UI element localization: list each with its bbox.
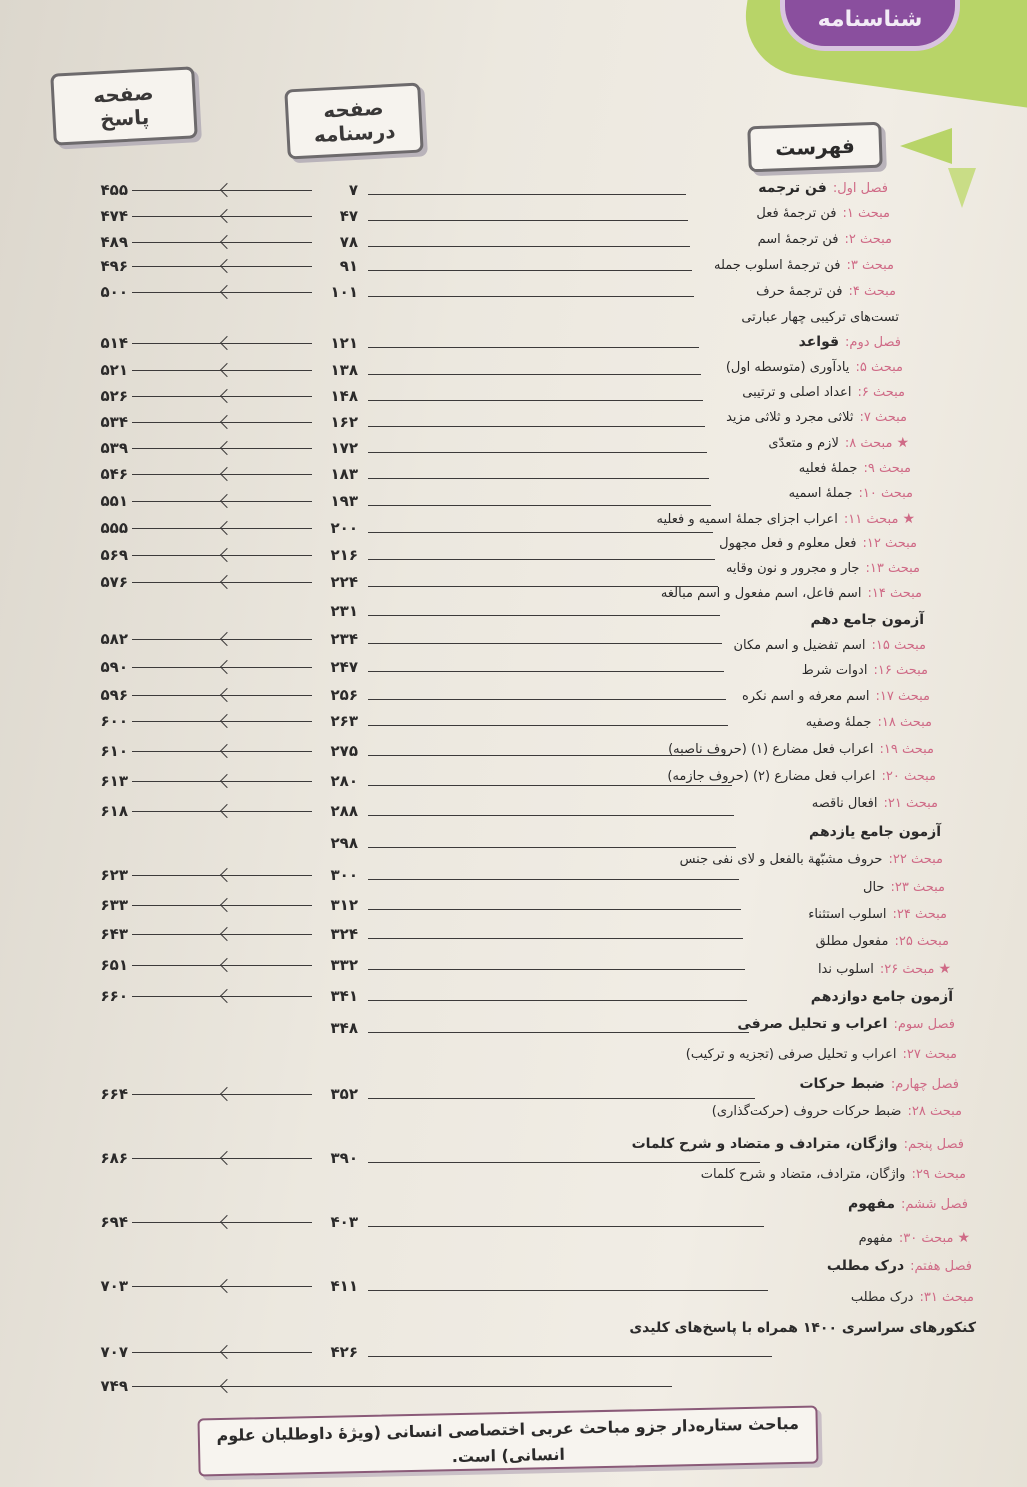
lesson-page-number: ۱۳۸ [330,361,358,379]
lesson-page-number: ۱۷۲ [330,439,358,457]
lesson-page-number: ۲۵۶ [330,686,358,704]
answer-page-number: ۶۶۰ [100,987,128,1005]
lesson-page-number: ۲۳۱ [330,602,358,620]
toc-row [0,178,1027,202]
toc-row-label: مبحث ۳۱: [919,1290,974,1305]
answer-page-number: ۵۱۴ [100,334,128,352]
toc-row-label: فصل سوم: [893,1017,955,1032]
lesson-page-number: ۱۶۲ [330,413,358,431]
toc-row [0,1074,1027,1098]
toc-row-title [756,204,890,224]
toc-row-name: اسم تفضیل و اسم مکان [733,638,866,653]
answer-header-line2: پاسخ [99,104,150,132]
star-icon: ★ [957,1230,970,1246]
toc-row-name: حروف مشبّهة بالفعل و لای نفی جنس [679,852,883,867]
toc-row-title [737,1014,955,1035]
lesson-page-number: ۳۳۲ [330,956,358,974]
toc-row-name: ضبط حرکات [799,1076,885,1092]
toc-row [0,332,1027,356]
toc-row-title [863,878,945,898]
toc-row-name: یادآوری (متوسطه اول) [725,360,850,375]
answer-page-number: ۵۴۶ [100,465,128,483]
lesson-page-number: ۳۹۰ [330,1149,358,1167]
toc-row-title [812,794,938,814]
toc-row-title [686,1045,957,1065]
lesson-page-number: ۲۳۴ [330,630,358,648]
dotted-leader [368,347,699,348]
dotted-leader [368,426,705,427]
lesson-page-number: ۱۹۳ [330,492,358,510]
toc-row [0,308,1027,332]
toc-row-title [756,282,896,302]
lesson-page-number: ۴۲۶ [330,1343,358,1361]
dotted-leader [368,296,694,297]
lesson-page-number: ۳۲۴ [330,925,358,943]
toc-row-label: مبحث ۲۵: [894,934,949,949]
lesson-page-number: ۹۱ [339,257,358,275]
dotted-leader [368,246,690,247]
answer-page-number: ۷۴۹ [100,1377,128,1395]
toc-row-name: ادوات شرط [801,663,868,678]
arrow-left-icon [220,235,234,249]
answer-page-number: ۴۸۹ [100,233,128,251]
lesson-page-number: ۱۲۱ [330,334,358,352]
toc-row-name: قواعد [798,334,840,350]
toc-row [0,433,1027,457]
answer-page-number: ۶۱۸ [100,802,128,820]
toc-row-title [851,1288,974,1308]
answer-page-number: ۵۸۲ [100,630,128,648]
arrow-left-icon [220,336,234,350]
star-icon: ★ [896,435,909,451]
answer-arrow-line [132,1386,672,1387]
lesson-page-number: ۲۶۳ [330,712,358,730]
answer-page-number: ۶۰۰ [100,712,128,730]
toc-row-title [733,636,926,656]
toc-row-label: فصل چهارم: [890,1077,959,1092]
toc-row [0,1134,1027,1158]
toc-row-title [806,713,932,733]
arrow-left-icon [220,183,234,197]
arrow-left-icon [220,467,234,481]
lesson-page-number: ۱۰۱ [330,283,358,301]
lesson-header-line2: درسنامه [313,118,397,148]
lesson-page-number: ۳۰۰ [330,866,358,884]
toc-row-title [632,1134,964,1155]
toc-row-title [799,459,911,479]
toc-row-title [680,850,943,870]
answer-page-number: ۶۲۳ [100,866,128,884]
dotted-leader [368,270,692,271]
dotted-leader [368,194,686,195]
dotted-leader [368,847,736,848]
toc-row-label: مبحث ۱۶: [873,663,928,678]
toc-row-title [758,230,892,250]
lesson-page-number: ۴۰۳ [330,1213,358,1231]
toc-row-title [811,610,924,631]
toc-row-label: مبحث ۲۴: [892,907,947,922]
toc-row-title [668,740,934,760]
toc-row [0,282,1027,306]
toc-row-label: مبحث ۵: [855,360,903,375]
dotted-leader [368,220,688,221]
arrow-left-icon [220,259,234,273]
dotted-leader [368,478,709,479]
answer-page-number: ۶۶۴ [100,1085,128,1103]
toc-row-title [758,178,888,199]
dotted-leader [368,1098,755,1099]
toc-row-label: مبحث ۲: [844,232,892,247]
toc-title: فهرست [747,122,883,173]
lesson-page-number: ۳۴۸ [330,1019,358,1037]
arrow-left-icon [220,441,234,455]
toc-row-name: فن ترجمهٔ اسم [757,232,839,247]
toc-row-name: جملهٔ فعلیه [798,461,858,476]
toc-row-name: آزمون جامع دوازدهم [810,989,953,1005]
toc-row-label: مبحث ۲۶: [879,962,935,977]
lesson-page-number: ۲۹۸ [330,834,358,852]
lesson-header-line1: صفحه [322,95,385,123]
toc-row-label: مبحث ۲۱: [883,796,938,811]
toc-row [0,1194,1027,1218]
toc-row-name: افعال ناقصه [811,796,878,811]
toc-row-label: مبحث ۱۵: [871,638,926,653]
toc-row-title [848,1194,968,1215]
lesson-page-number: ۳۱۲ [330,896,358,914]
lesson-page-number: ۲۸۸ [330,802,358,820]
toc-row-label: مبحث ۲۲: [888,852,943,867]
toc-row-name: آزمون جامع دهم [810,612,924,628]
lesson-page-number: ۱۴۸ [330,387,358,405]
dotted-leader [368,505,711,506]
toc-row-name: جار و مجرور و نون وقایه [725,561,860,576]
lesson-page-number: ۳۴۱ [330,987,358,1005]
dotted-leader [368,452,707,453]
toc-row-name: واژگان، مترادف، متضاد و شرح کلمات [700,1167,906,1182]
toc-row [0,559,1027,591]
arrow-left-icon [220,415,234,429]
toc-row-label: مبحث ۲۸: [907,1104,962,1119]
toc-row-name: مفعول مطلق [815,934,889,949]
toc-row-label: مبحث ۱۷: [875,689,930,704]
toc-row-name: فن ترجمهٔ حرف [756,284,843,299]
toc-row-label: مبحث ۴: [848,284,896,299]
answer-page-number: ۵۰۰ [100,283,128,301]
answer-page-number: ۵۲۶ [100,387,128,405]
toc-row-title [818,959,951,980]
toc-row-label: مبحث ۱۱: [843,512,899,527]
toc-row-name: تست‌های ترکیبی چهار عبارتی [741,310,899,325]
toc-row-name: درک مطلب [850,1290,914,1305]
toc-row-name: اعراب فعل مضارع (۱) (حروف ناصبه) [668,742,874,757]
toc-row-title [809,822,941,843]
toc-row-name: اعراب و تحلیل صرفی [737,1016,888,1032]
answer-page-number: ۶۴۳ [100,925,128,943]
toc-row [0,987,1027,1011]
toc-row-label: مبحث ۲۷: [902,1047,957,1062]
toc-row [0,1014,1027,1038]
toc-row-label: فصل پنجم: [903,1137,964,1152]
toc-row-label: فصل دوم: [845,335,901,350]
toc-row [0,230,1027,254]
toc-row-label: مبحث ۱۳: [865,561,920,576]
answer-page-number: ۶۱۳ [100,772,128,790]
toc-row [0,509,1027,537]
dotted-leader [368,532,713,533]
toc-row-name: جملهٔ اسمیه [788,486,853,501]
answer-page-number: ۵۵۱ [100,492,128,510]
lesson-page-number: ۷ [348,181,358,199]
toc-row-title [742,687,930,707]
lesson-page-number: ۲۴۷ [330,658,358,676]
answer-page-number: ۵۹۰ [100,658,128,676]
answer-page-number: ۴۹۶ [100,257,128,275]
toc-row-title [701,1165,966,1185]
answer-page-number: ۶۹۴ [100,1213,128,1231]
answer-header-line1: صفحه [92,80,155,108]
toc-row-title [799,332,901,353]
toc-row-label: مبحث ۹: [863,461,911,476]
answer-page-number: ۶۸۶ [100,1149,128,1167]
lesson-page-number: ۲۱۶ [330,546,358,564]
star-icon: ★ [938,961,951,977]
toc-row-name: اعراب فعل مضارع (۲) (حروف جازمه) [667,769,876,784]
toc-row-name: ضبط حرکات حروف (حرکت‌گذاری) [711,1104,902,1119]
toc-row-title [712,1102,962,1122]
toc-row-title [714,256,894,276]
toc-row-name: ثلاثی مجرد و ثلاثی مزید [726,410,854,425]
toc-row-label: مبحث ۲۳: [890,880,945,895]
arrow-left-icon [220,389,234,403]
toc-row [0,408,1027,432]
dotted-leader [368,1356,772,1357]
toc-row-label: مبحث ۱۲: [862,536,917,551]
toc-row-name: جملهٔ وصفیه [805,715,872,730]
toc-row-label: مبحث ۸: [844,436,893,451]
toc-row-title [726,358,903,378]
lesson-page-number: ۱۸۳ [330,465,358,483]
toc-row-title [719,534,917,554]
corner-tag: شناسنامه [785,0,955,46]
toc-row [0,358,1027,382]
toc-row-label: مبحث ۱۹: [879,742,934,757]
toc-row [0,1256,1027,1280]
toc-row-name: فن ترجمه [758,180,827,196]
toc-row-name: کنکورهای سراسری ۱۴۰۰ همراه با پاسخ‌های کلیدی [629,1320,976,1336]
toc-row [0,459,1027,483]
arrow-left-icon [220,209,234,223]
toc-row-name: اسلوب ندا [817,962,874,977]
toc-row [0,204,1027,228]
toc-row-name: اسم معرفه و اسم نکره [741,689,870,704]
lesson-page-number: ۷۸ [339,233,358,251]
answer-page-number: ۵۳۹ [100,439,128,457]
toc-row [0,484,1027,508]
toc-row-name: فعل معلوم و فعل مجهول [719,536,857,551]
toc-row-name: لازم و متعدّی [768,436,839,451]
answer-page-number: ۷۰۷ [100,1343,128,1361]
answer-page-number: ۴۷۴ [100,207,128,225]
toc-row-title [726,559,920,579]
toc-row-label: مبحث ۷: [859,410,907,425]
answer-page-number: ۴۵۵ [100,181,128,199]
dotted-leader [368,1162,760,1163]
answer-page-number: ۶۱۰ [100,742,128,760]
toc-row-title [661,584,922,604]
arrow-left-icon [220,494,234,508]
answer-page-number: ۵۵۵ [100,519,128,537]
toc-row-title [808,905,947,925]
arrow-left-icon [220,1379,234,1393]
toc-row [0,256,1027,280]
toc-row-title [726,408,907,428]
answer-page-number: ۵۹۶ [100,686,128,704]
toc-row-name: اعداد اصلی و ترتیبی [742,385,852,400]
toc-row-label: فصل هفتم: [910,1259,972,1274]
toc-row-label: مبحث ۱: [842,206,890,221]
toc-row-label: مبحث ۱۴: [867,586,922,601]
toc-row-label: مبحث ۳: [846,258,894,273]
toc-row-title [816,932,949,952]
toc-row-name: اعراب و تحلیل صرفی (تجزیه و ترکیب) [685,1047,897,1062]
toc-row [0,534,1027,564]
toc-row-title [799,1074,959,1095]
toc-row-name: اسم فاعل، اسم مفعول و اسم مبالغه [660,586,862,601]
toc-row-label: مبحث ۳۰: [898,1231,954,1246]
toc-row-label: مبحث ۲۹: [911,1167,966,1182]
footnote: مباحث ستاره‌دار جزو مباحث عربی اختصاصی انسانی (ویژهٔ داوطلبان علوم انسانی) است. [197,1406,818,1477]
arrow-left-icon [220,521,234,535]
toc-row-title [802,661,928,681]
toc-row-label: مبحث ۱۸: [877,715,932,730]
toc-row-name: اعراب اجزای جملهٔ اسمیه و فعلیه [656,512,838,527]
toc-row-name: مفهوم [847,1196,895,1212]
toc-row-name: فن ترجمهٔ اسلوب جمله [714,258,841,273]
dotted-leader [368,400,703,401]
arrow-left-icon [220,285,234,299]
lesson-page-number: ۲۲۴ [330,573,358,591]
toc-row-title [811,987,953,1008]
toc-row-title [859,1228,970,1249]
dotted-leader [368,374,701,375]
toc-row-label: فصل اول: [832,181,888,196]
toc-row-title [827,1256,972,1277]
toc-row-title [667,767,936,787]
arrow-left-icon [220,363,234,377]
answer-page-number: ۵۲۱ [100,361,128,379]
answer-page-number: ۵۷۶ [100,573,128,591]
lesson-page-number: ۲۷۵ [330,742,358,760]
toc-row-title [741,308,899,328]
dotted-leader [368,1226,764,1227]
answer-page-number: ۵۶۹ [100,546,128,564]
arrow-left-icon [220,1345,234,1359]
toc-row-name: واژگان، مترادف و متضاد و شرح کلمات [631,1136,898,1152]
toc-row-name: حال [863,880,885,895]
toc-row-name: درک مطلب [826,1258,905,1274]
lesson-page-number: ۲۸۰ [330,772,358,790]
lesson-page-number: ۴۷ [339,207,358,225]
toc-row-name: فن ترجمهٔ فعل [756,206,837,221]
toc-row-title [789,484,913,504]
answer-page-number: ۶۵۱ [100,956,128,974]
toc-row [0,383,1027,407]
answer-page-number: ۷۰۳ [100,1277,128,1295]
toc-row-name: مفهوم [858,1231,893,1246]
lesson-page-number: ۴۱۱ [330,1277,358,1295]
star-icon: ★ [902,511,915,527]
answer-page-number: ۵۳۴ [100,413,128,431]
lesson-page-number: ۳۵۲ [330,1085,358,1103]
toc-row-title [629,1318,976,1339]
answer-page-number: ۶۳۳ [100,896,128,914]
lesson-page-number: ۲۰۰ [330,519,358,537]
toc-row-title [768,433,909,454]
toc-row-label: مبحث ۱۰: [858,486,913,501]
toc-row-label: مبحث ۲۰: [881,769,936,784]
toc-row-title [657,509,915,530]
toc-row-label: مبحث ۶: [857,385,905,400]
toc-row-label: فصل ششم: [901,1197,968,1212]
toc-row-name: اسلوب استثناء [808,907,887,922]
toc-row-name: آزمون جامع یازدهم [808,824,941,840]
toc-row-title [742,383,905,403]
